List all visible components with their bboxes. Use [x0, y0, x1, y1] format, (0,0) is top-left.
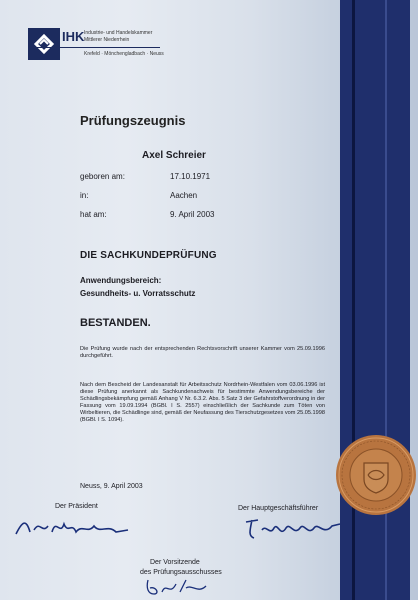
- exam-date-label: hat am:: [80, 210, 107, 219]
- regulation-paragraph: Die Prüfung wurde nach der entsprechenden Rechtsvorschrift unserer Kammer vom 25.09.1996 durchgeführt.: [80, 346, 325, 359]
- page-title: Prüfungszeugnis: [80, 113, 186, 128]
- logo-divider: [28, 47, 160, 48]
- logo-region: Mittlerer Niederrhein: [84, 37, 130, 43]
- logo-abbr: IHK: [62, 29, 85, 44]
- general-manager-label: Der Hauptgeschäftsführer: [238, 505, 319, 512]
- chair-label: Der Vorsitzende: [150, 559, 200, 566]
- birth-date-label: geboren am:: [80, 172, 125, 181]
- birth-date-value: 17.10.1971: [170, 172, 211, 181]
- place-date: Neuss, 9. April 2003: [80, 483, 143, 490]
- president-label: Der Präsident: [55, 503, 98, 510]
- exam-title: DIE SACHKUNDEPRÜFUNG: [80, 250, 217, 261]
- general-manager-signature: [240, 512, 345, 542]
- committee-label: des Prüfungsausschusses: [140, 569, 222, 576]
- recognition-paragraph: Nach dem Bescheid der Landesanstalt für Arbeitsschutz Nordrhein-Westfalen vom 03.06.1996 ist diese Prüfung anerkannt als Sachkundenachweis für bestimmte Anwendungsbereiche der Schädlingsbekämpfung gemäß Anhang V Nr. 6.3.2. Abs. 5 Satz 3 der Gefahrstoffverordnung in der Fassung vom 19.09.1994 (BGBl. I S. 2557) einschließlich der Sachkunde zum Töten von Wirbeltieren, die Schädlinge sind, gemäß der Neufassung des Tierschutzgesetzes vom 25.05.1998 (BGBl. I S. 1094).: [80, 382, 325, 423]
- birth-place-value: Aachen: [170, 191, 198, 200]
- chair-signature: [142, 576, 212, 598]
- ihk-seal-icon: [334, 433, 418, 517]
- ihk-logo-icon: [28, 28, 60, 60]
- candidate-name: Axel Schreier: [142, 150, 206, 161]
- application-area-label: Anwendungsbereich:: [80, 276, 162, 285]
- president-signature: [12, 512, 132, 540]
- logo-chamber-name: Industrie- und Handelskammer: [84, 30, 153, 36]
- exam-date-value: 9. April 2003: [170, 210, 215, 219]
- exam-result: BESTANDEN.: [80, 317, 151, 329]
- application-area-value: Gesundheits- u. Vorratsschutz: [80, 289, 196, 298]
- birth-place-label: in:: [80, 191, 89, 200]
- logo-cities: Krefeld · Mönchengladbach · Neuss: [84, 51, 164, 57]
